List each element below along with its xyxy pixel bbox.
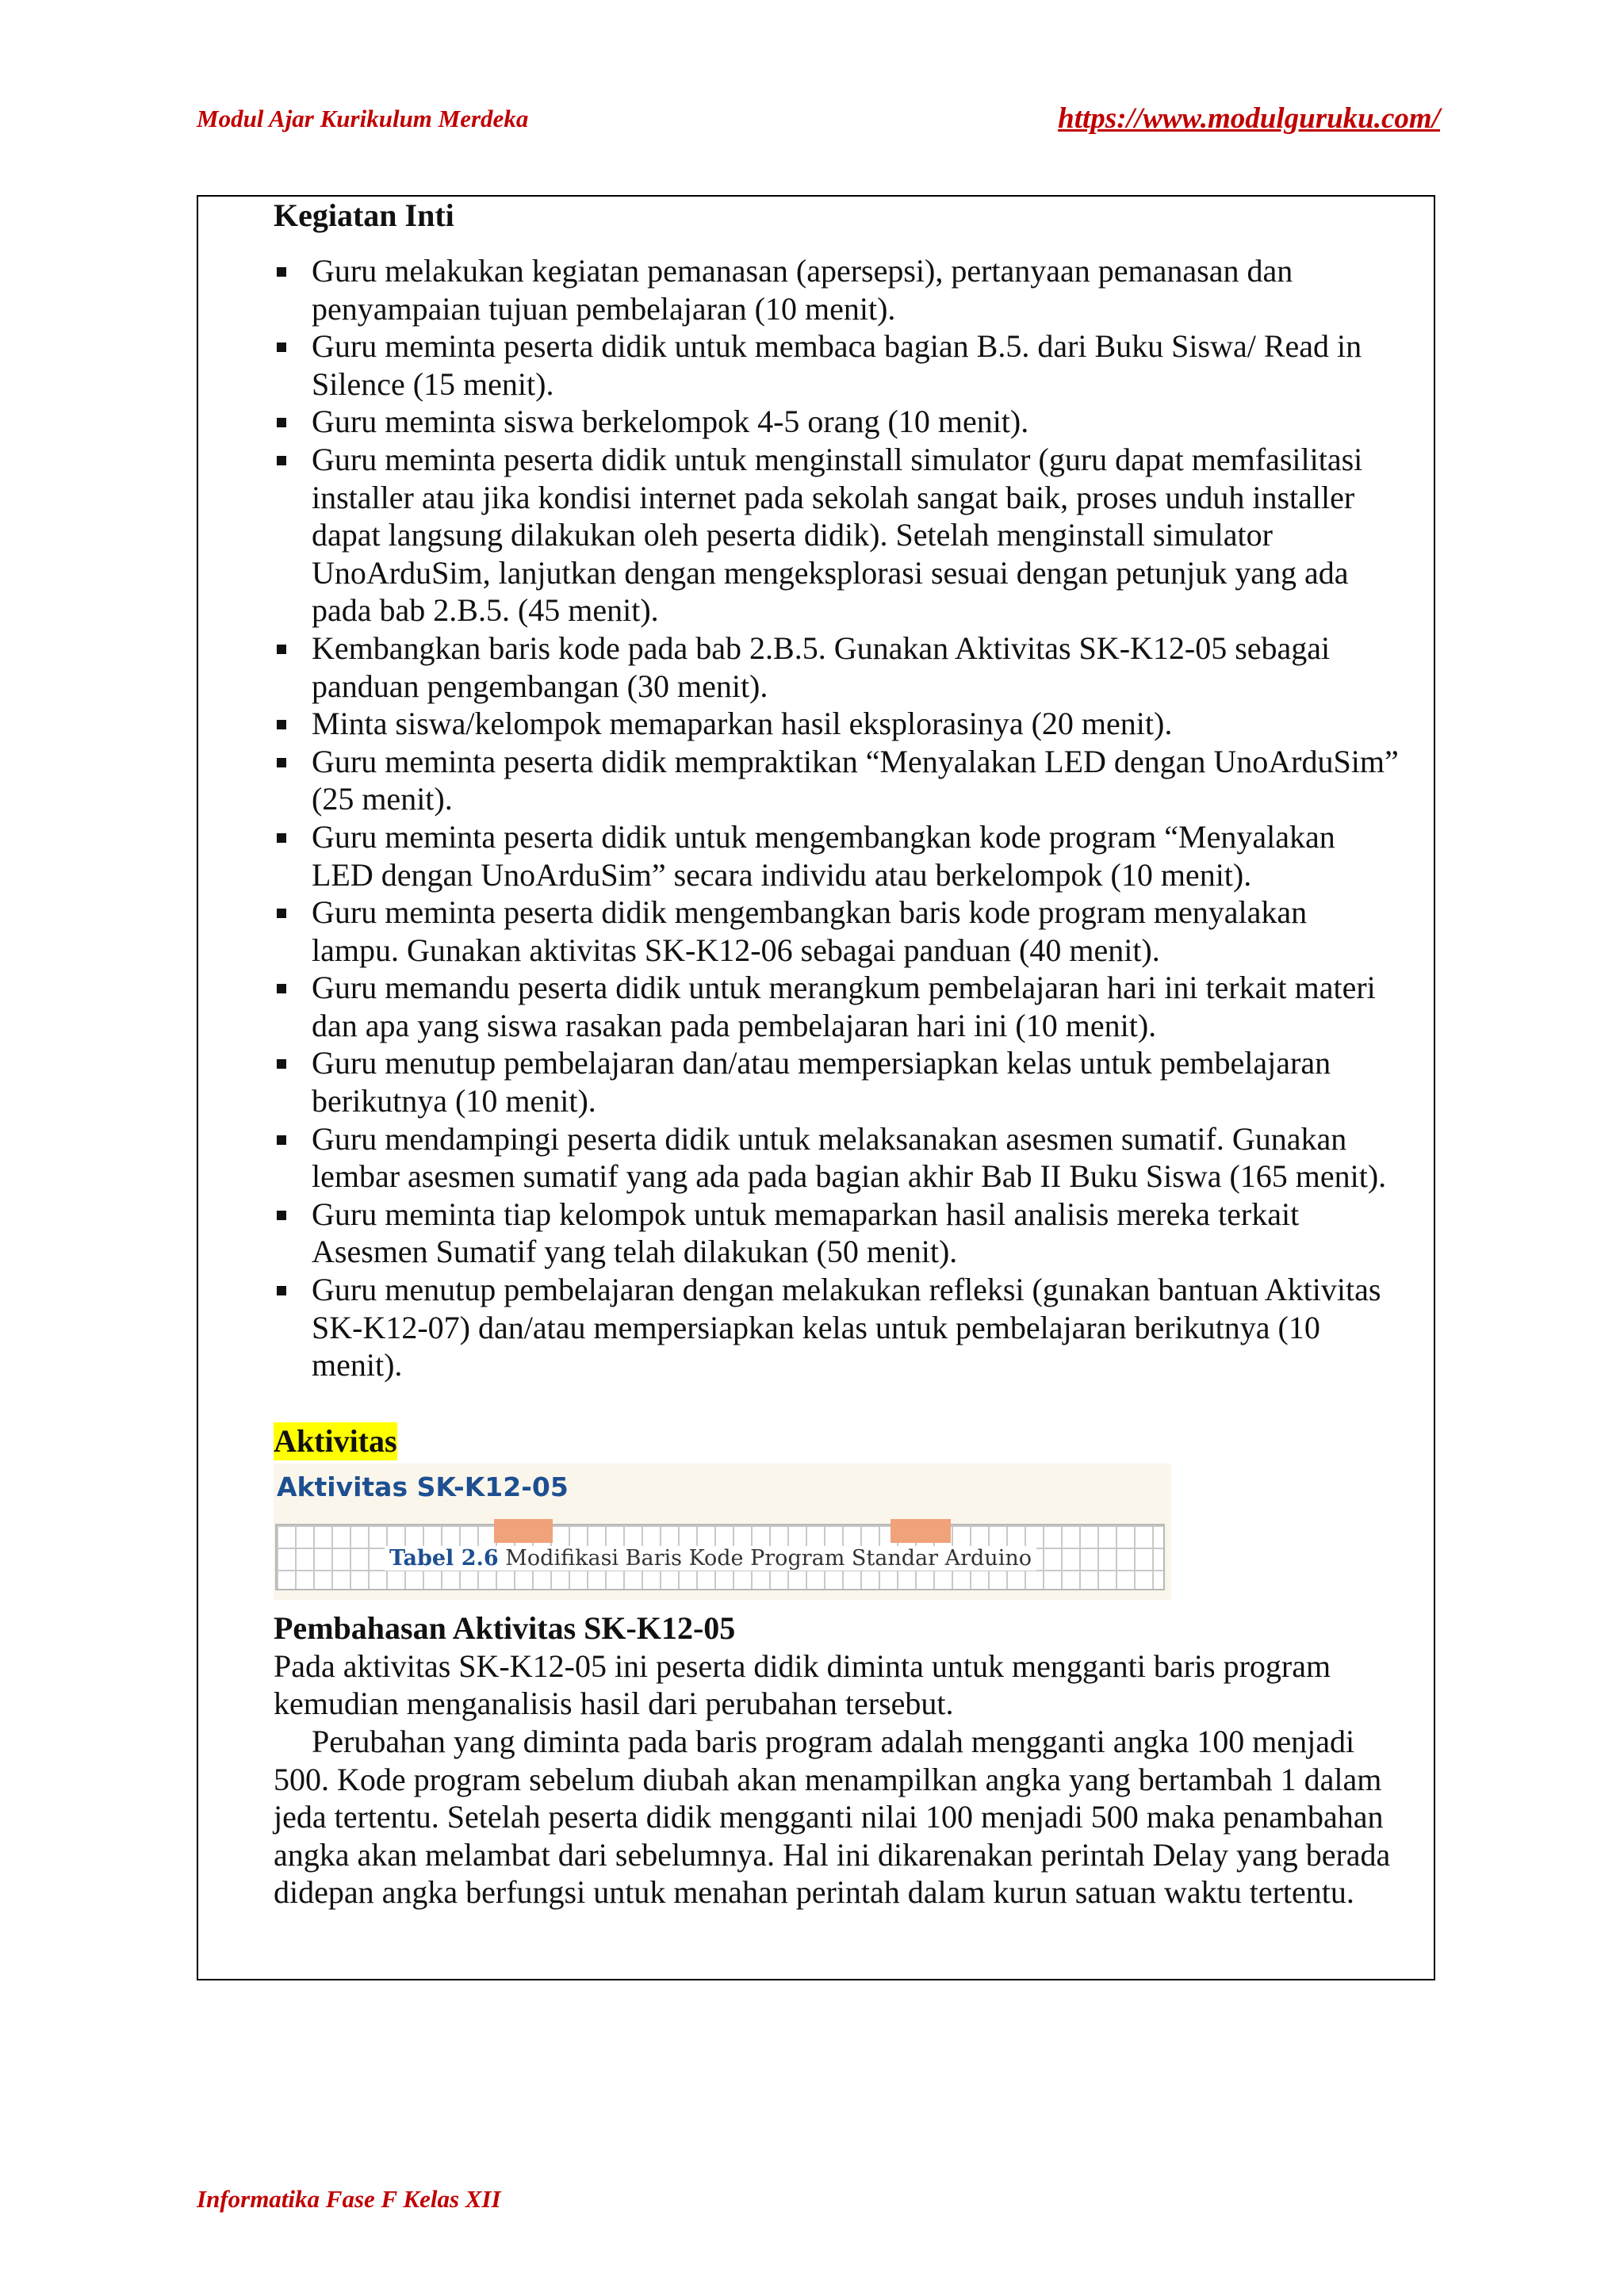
- list-item-text: Guru meminta peserta didik untuk menginstall simulator (guru dapat memfasilitasi installer atau jika kondisi internet pada sekolah sangat baik, proses unduh installer dapat langsung dilakukan oleh peserta didik). Setelah menginstall simulator UnoArduSim, lanjutkan dengan mengeksplorasi sesuai dengan petunjuk yang ada pada bab 2.B.5. (45 menit).: [312, 441, 1363, 629]
- discussion-paragraph-1: Pada aktivitas SK-K12-05 ini peserta didik diminta untuk mengganti baris program kemudian menganalisis hasil dari perubahan tersebut.: [274, 1647, 1331, 1722]
- list-item-text: Guru meminta peserta didik untuk membaca bagian B.5. dari Buku Siswa/ Read in Silence (15 menit).: [312, 328, 1362, 402]
- header-module-title: Modul Ajar Kurikulum Merdeka: [197, 105, 529, 132]
- list-item: [274, 1120, 1400, 1196]
- list-item-text: Guru meminta tiap kelompok untuk memaparkan hasil analisis mereka terkait Asesmen Sumatif yang telah dilakukan (50 menit).: [312, 1196, 1300, 1270]
- list-item: [274, 629, 1400, 705]
- section-title: Kegiatan Inti: [274, 197, 454, 233]
- list-item-text: Guru melakukan kegiatan pemanasan (apersepsi), pertanyaan pemanasan dan penyampaian tujuan pembelajaran (10 menit).: [312, 253, 1293, 327]
- list-item: [274, 969, 1400, 1044]
- list-item-text: Guru meminta peserta didik mempraktikan “Menyalakan LED dengan UnoArduSim” (25 menit).: [312, 743, 1399, 817]
- list-item-text: Guru meminta siswa berkelompok 4-5 orang (10 menit).: [312, 404, 1029, 440]
- bullet-square-icon: [277, 758, 286, 767]
- activity-figure-caption: [385, 1546, 1036, 1571]
- bullet-square-icon: [277, 456, 286, 465]
- list-item: [274, 818, 1400, 894]
- activity-bullet-list: [274, 252, 1400, 1384]
- bullet-square-icon: [277, 342, 286, 352]
- list-item: [274, 894, 1400, 969]
- list-item-text: Kembangkan baris kode pada bab 2.B.5. Gunakan Aktivitas SK-K12-05 sebagai panduan pengembangan (30 menit).: [312, 629, 1331, 704]
- list-item: [274, 1271, 1400, 1384]
- bullet-square-icon: [277, 1211, 286, 1220]
- orange-tab-marker: [891, 1519, 951, 1543]
- list-item: [274, 252, 1400, 327]
- bullet-square-icon: [277, 1059, 286, 1069]
- main-content: [274, 197, 1400, 1911]
- bullet-square-icon: [277, 1135, 286, 1145]
- list-item: [274, 1044, 1400, 1119]
- bullet-square-icon: [277, 720, 286, 729]
- discussion-title: Pembahasan Aktivitas SK-K12-05: [274, 1609, 736, 1646]
- discussion-paragraph-2: Perubahan yang diminta pada baris program adalah mengganti angka 100 menjadi 500. Kode program sebelum diubah akan menampilkan angka yang bertambah 1 dalam jeda tertentu. Setelah peserta didik mengganti nilai 100 menjadi 500 maka penambahan angka akan melambat dari sebelumnya. Hal ini dikarenakan perintah Delay yang berada didepan angka berfungsi untuk menahan perintah dalam kurun satuan waktu tertentu.: [274, 1724, 1391, 1911]
- activity-figure-title: Aktivitas SK-K12-05: [277, 1471, 569, 1502]
- aktivitas-highlight-label: Aktivitas: [274, 1422, 397, 1459]
- bullet-square-icon: [277, 418, 286, 427]
- list-item: [274, 743, 1400, 818]
- list-item: [274, 1196, 1400, 1271]
- list-item-text: Guru mendampingi peserta didik untuk melaksanakan asesmen sumatif. Gunakan lembar asesmen sumatif yang ada pada bagian akhir Bab II Buku Siswa (165 menit).: [312, 1120, 1387, 1195]
- header-website-link[interactable]: https://www.modulguruku.com/: [1058, 102, 1440, 135]
- list-item: [274, 327, 1400, 403]
- list-item: [274, 705, 1400, 743]
- list-item-text: Guru meminta peserta didik untuk mengembangkan kode program “Menyalakan LED dengan UnoArduSim” secara individu atau berkelompok (10 menit).: [312, 818, 1335, 893]
- bullet-square-icon: [277, 833, 286, 843]
- list-item-text: Guru memandu peserta didik untuk merangkum pembelajaran hari ini terkait materi dan apa yang siswa rasakan pada pembelajaran hari ini (10 menit).: [312, 970, 1376, 1043]
- bullet-square-icon: [277, 909, 286, 918]
- caption-text: Modifikasi Baris Kode Program Standar Arduino: [498, 1545, 1032, 1571]
- list-item-text: Guru meminta peserta didik mengembangkan baris kode program menyalakan lampu. Gunakan aktivitas SK-K12-06 sebagai panduan (40 menit).: [312, 894, 1308, 968]
- bullet-square-icon: [277, 267, 286, 277]
- list-item: [274, 403, 1400, 441]
- list-item-text: Guru menutup pembelajaran dengan melakukan refleksi (gunakan bantuan Aktivitas SK-K12-07) dan/atau mempersiapkan kelas untuk pembelajaran berikutnya (10 menit).: [312, 1272, 1381, 1383]
- orange-tab-marker: [494, 1519, 553, 1543]
- caption-table-number: Tabel 2.6: [389, 1545, 499, 1571]
- activity-figure: [274, 1464, 1171, 1600]
- bullet-square-icon: [277, 984, 286, 993]
- list-item-text: Guru menutup pembelajaran dan/atau mempersiapkan kelas untuk pembelajaran berikutnya (10 menit).: [312, 1045, 1331, 1119]
- list-item-text: Minta siswa/kelompok memaparkan hasil eksplorasinya (20 menit).: [312, 706, 1173, 742]
- bullet-square-icon: [277, 645, 286, 654]
- list-item: [274, 441, 1400, 629]
- footer-course-title: Informatika Fase F Kelas XII: [197, 2185, 501, 2213]
- bullet-square-icon: [277, 1286, 286, 1295]
